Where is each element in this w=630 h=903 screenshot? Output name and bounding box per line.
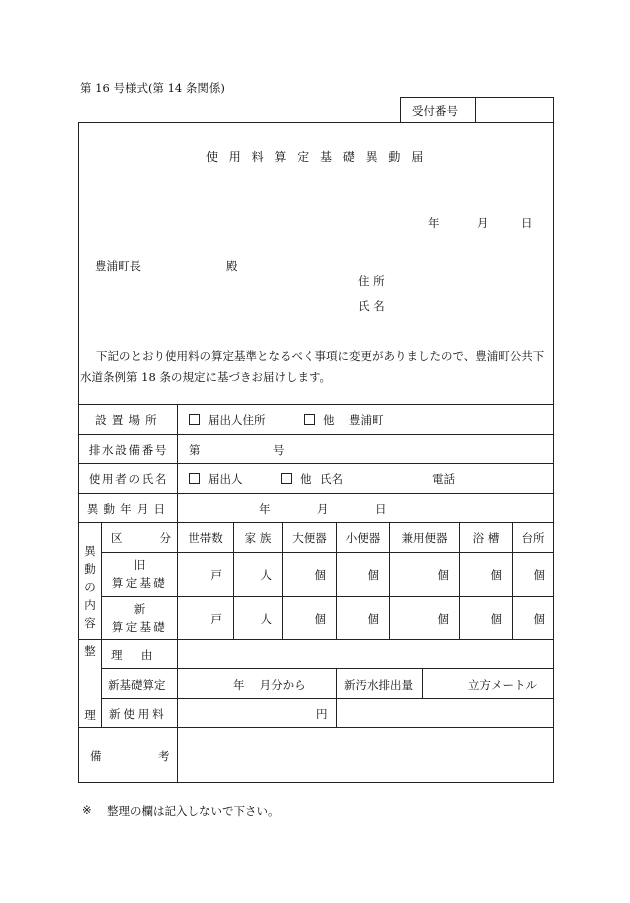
footnote-mark: ※ [82, 803, 92, 817]
checkbox-icon [189, 414, 200, 425]
new-unit-urinal: 個 [367, 612, 379, 626]
remarks-field[interactable] [180, 730, 550, 780]
new-fee-label: 新使用料 [109, 707, 167, 721]
old-unit-large-toilet: 個 [314, 568, 326, 582]
new-unit-shared-toilet: 個 [437, 612, 449, 626]
honorific: 殿 [226, 259, 238, 273]
old-unit-urinal: 個 [367, 568, 379, 582]
new-fee-unit: 円 [316, 707, 328, 721]
old-basis-label-2: 算定基礎 [111, 576, 168, 590]
old-unit-households: 戸 [210, 568, 222, 582]
drainage-number-field[interactable] [210, 439, 270, 459]
change-date-month: 月 [317, 502, 329, 516]
user-option-other[interactable]: 他 [281, 471, 312, 487]
name-label: 氏 名 [358, 299, 385, 313]
new-unit-large-toilet: 個 [314, 612, 326, 626]
user-name-label: 使用者の氏名 [88, 472, 169, 486]
checkbox-icon [189, 473, 200, 484]
new-unit-family: 人 [260, 612, 272, 626]
col-large-toilet: 大便器 [292, 531, 327, 545]
col-bathtub: 浴 槽 [472, 531, 500, 545]
content-side-label: 異 動 の 内 容 [84, 544, 96, 630]
receipt-number-field[interactable] [478, 99, 550, 121]
date-month: 月 [477, 216, 489, 230]
col-family: 家 族 [244, 531, 272, 545]
user-phone-label: 電話 [432, 472, 455, 486]
new-unit-bathtub: 個 [490, 612, 502, 626]
address-label: 住 所 [358, 274, 385, 288]
old-unit-kitchen: 個 [533, 568, 545, 582]
new-basis-calc-label: 新基礎算定 [108, 678, 166, 692]
new-sewage-unit: 立方メートル [468, 678, 537, 692]
drainage-suffix: 号 [273, 443, 285, 457]
old-unit-shared-toilet: 個 [437, 568, 449, 582]
location-option-other[interactable]: 他 [304, 412, 335, 428]
location-town: 豊浦町 [349, 413, 384, 427]
old-basis-label-1: 旧 [133, 558, 146, 572]
change-date-year: 年 [259, 502, 271, 516]
form-title: 使用料算定基礎異動届 [206, 150, 435, 164]
footnote: 整理の欄は記入しないで下さい。 [107, 804, 280, 818]
reason-label: 理 由 [111, 648, 156, 662]
col-shared-toilet: 兼用便器 [401, 531, 448, 545]
drainage-prefix: 第 [189, 443, 201, 457]
intro-line-1: 下記のとおり使用料の算定基準となるべく事項に変更がありましたので、豊浦町公共下 [96, 349, 545, 363]
new-basis-label-2: 算定基礎 [111, 620, 168, 634]
user-other-name-label: 氏名 [320, 472, 343, 486]
address-field[interactable] [400, 268, 545, 288]
change-date-label: 異動年月日 [86, 502, 171, 516]
new-sewage-label: 新汚水排出量 [344, 678, 413, 692]
date-day: 日 [521, 216, 533, 230]
processing-side-top: 整 [84, 644, 96, 658]
change-date-day: 日 [375, 502, 387, 516]
receipt-number-label: 受付番号 [412, 104, 458, 118]
intro-line-2: 水道条例第 18 条の規定に基づきお届けします。 [80, 370, 332, 384]
new-unit-kitchen: 個 [533, 612, 545, 626]
name-field[interactable] [400, 293, 545, 313]
checkbox-icon [281, 473, 292, 484]
drainage-label: 排水設備番号 [88, 443, 169, 457]
remarks-label-left: 備 [90, 749, 102, 763]
old-unit-bathtub: 個 [490, 568, 502, 582]
user-option-applicant[interactable]: 届出人 [189, 471, 243, 487]
checkbox-icon [304, 414, 315, 425]
addressee: 豊浦町長 [95, 259, 141, 273]
col-households: 世帯数 [188, 531, 223, 545]
remarks-label-right: 考 [158, 749, 170, 763]
location-label: 設置場所 [95, 413, 162, 427]
form-number: 第 16 号様式(第 14 条関係) [80, 81, 225, 95]
new-unit-households: 戸 [210, 612, 222, 626]
old-unit-family: 人 [260, 568, 272, 582]
col-kitchen: 台所 [521, 531, 545, 545]
location-option-applicant[interactable]: 届出人住所 [189, 412, 266, 428]
processing-side-bottom: 理 [84, 708, 96, 722]
new-basis-calc-value: 年 月分から [233, 678, 306, 692]
category-header: 区 分 [111, 531, 171, 545]
date-year: 年 [428, 216, 440, 230]
new-basis-label-1: 新 [133, 602, 146, 616]
col-urinal: 小便器 [345, 531, 381, 545]
